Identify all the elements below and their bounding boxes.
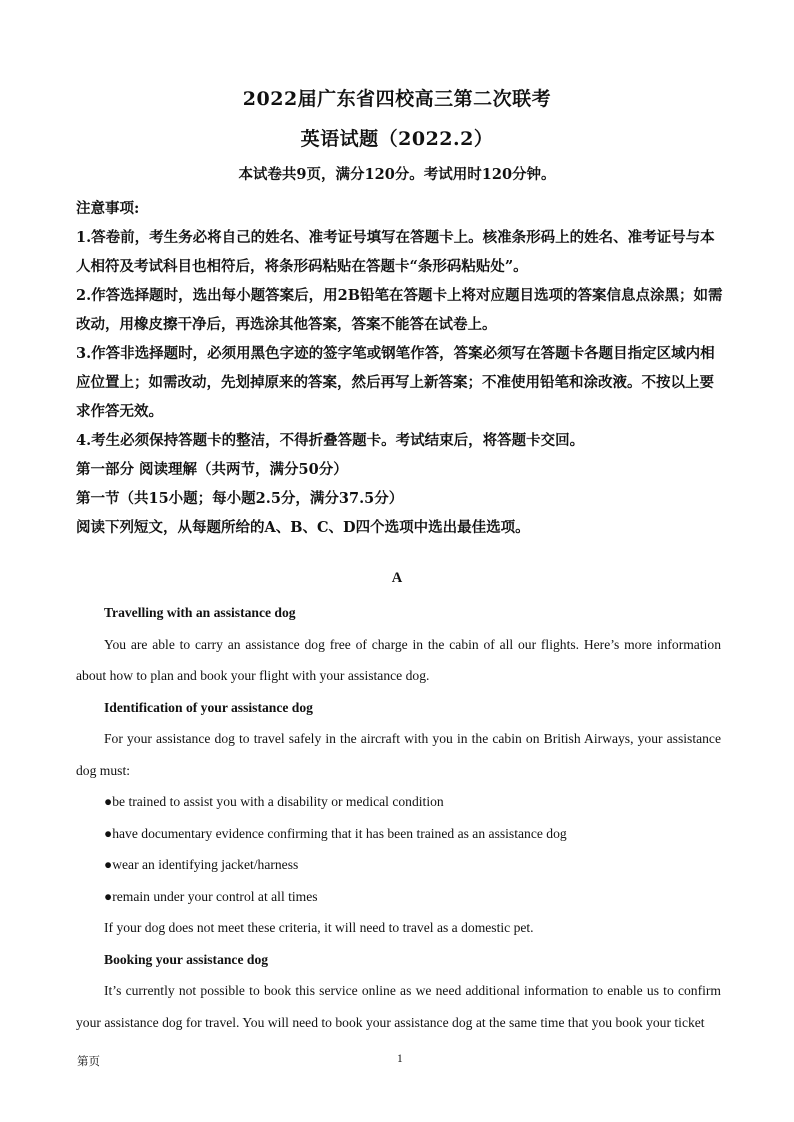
passage-heading-2: Identification of your assistance dog xyxy=(104,699,313,715)
footer-page-number: 1 xyxy=(397,1053,403,1065)
section-instruction: 阅读下列短文，从每题所给的A、B、C、D四个选项中选出最佳选项。 xyxy=(76,519,530,536)
passage-paragraph-2: For your assistance dog to travel safely in the aircraft with you in the cabin on British Airways, your assistance dog must: xyxy=(76,731,721,778)
passage-paragraph-3: If your dog does not meet these criteria, it will need to travel as a domestic pet. xyxy=(104,920,534,935)
passage-paragraph-1: You are able to carry an assistance dog free of charge in the cabin of all our flights. Here’s more information about how to plan and book your flight with your assistance dog. xyxy=(76,636,721,683)
note-item-1: 1.答卷前，考生务必将自己的姓名、准考证号填写在答题卡上。核准条形码上的姓名、准考证号与本人相符及考试科目也相符后，将条形码粘贴在答题卡“条形码粘贴处”。 xyxy=(76,229,715,275)
passage-heading-3: Booking your assistance dog xyxy=(104,951,269,967)
footer-page-label: 第页 xyxy=(77,1054,100,1068)
passage-heading-1: Travelling with an assistance dog xyxy=(104,605,296,620)
section-title: 第一节（共15小题；每小题2.5分，满分37.5分） xyxy=(76,490,404,507)
bullet-item-2: ●have documentary evidence confirming that it has been trained as an assistance dog xyxy=(104,825,567,841)
note-item-2: 2.作答选择题时，选出每小题答案后，用2B铅笔在答题卡上将对应题目选项的答案信息点涂黑；如需改动，用橡皮擦干净后，再选涂其他答案，答案不能答在试卷上。 xyxy=(76,287,723,333)
part-title: 第一部分 阅读理解（共两节，满分50分） xyxy=(76,461,348,478)
exam-subtitle: 英语试题（2022.2） xyxy=(300,128,494,150)
bullet-item-4: ●remain under your control at all times xyxy=(104,888,318,904)
exam-title: 2022届广东省四校高三第二次联考 xyxy=(242,88,552,110)
bullet-item-1: ●be trained to assist you with a disability or medical condition xyxy=(104,794,444,809)
notes-block xyxy=(76,194,726,542)
note-item-4: 4.考生必须保持答题卡的整洁，不得折叠答题卡。考试结束后，将答题卡交回。 xyxy=(76,432,585,449)
passage-label: A xyxy=(391,570,403,586)
exam-meta: 本试卷共9页，满分120分。考试用时120分钟。 xyxy=(238,166,556,183)
bullet-item-3: ●wear an identifying jacket/harness xyxy=(104,857,299,872)
passage-paragraph-4: It’s currently not possible to book this service online as we need additional information to enable us to confirm your assistance dog for travel. You will need to book your assistance dog at the same time that you book your ticket xyxy=(76,983,721,1030)
passage-body xyxy=(76,597,721,1038)
note-item-3: 3.作答非选择题时，必须用黑色字迹的签字笔或钢笔作答，答案必须写在答题卡各题目指定区域内相应位置上；如需改动，先划掉原来的答案，然后再写上新答案；不准使用铅笔和涂改液。不按以上要求作答无效。 xyxy=(76,345,715,420)
notes-heading: 注意事项: xyxy=(76,200,140,217)
